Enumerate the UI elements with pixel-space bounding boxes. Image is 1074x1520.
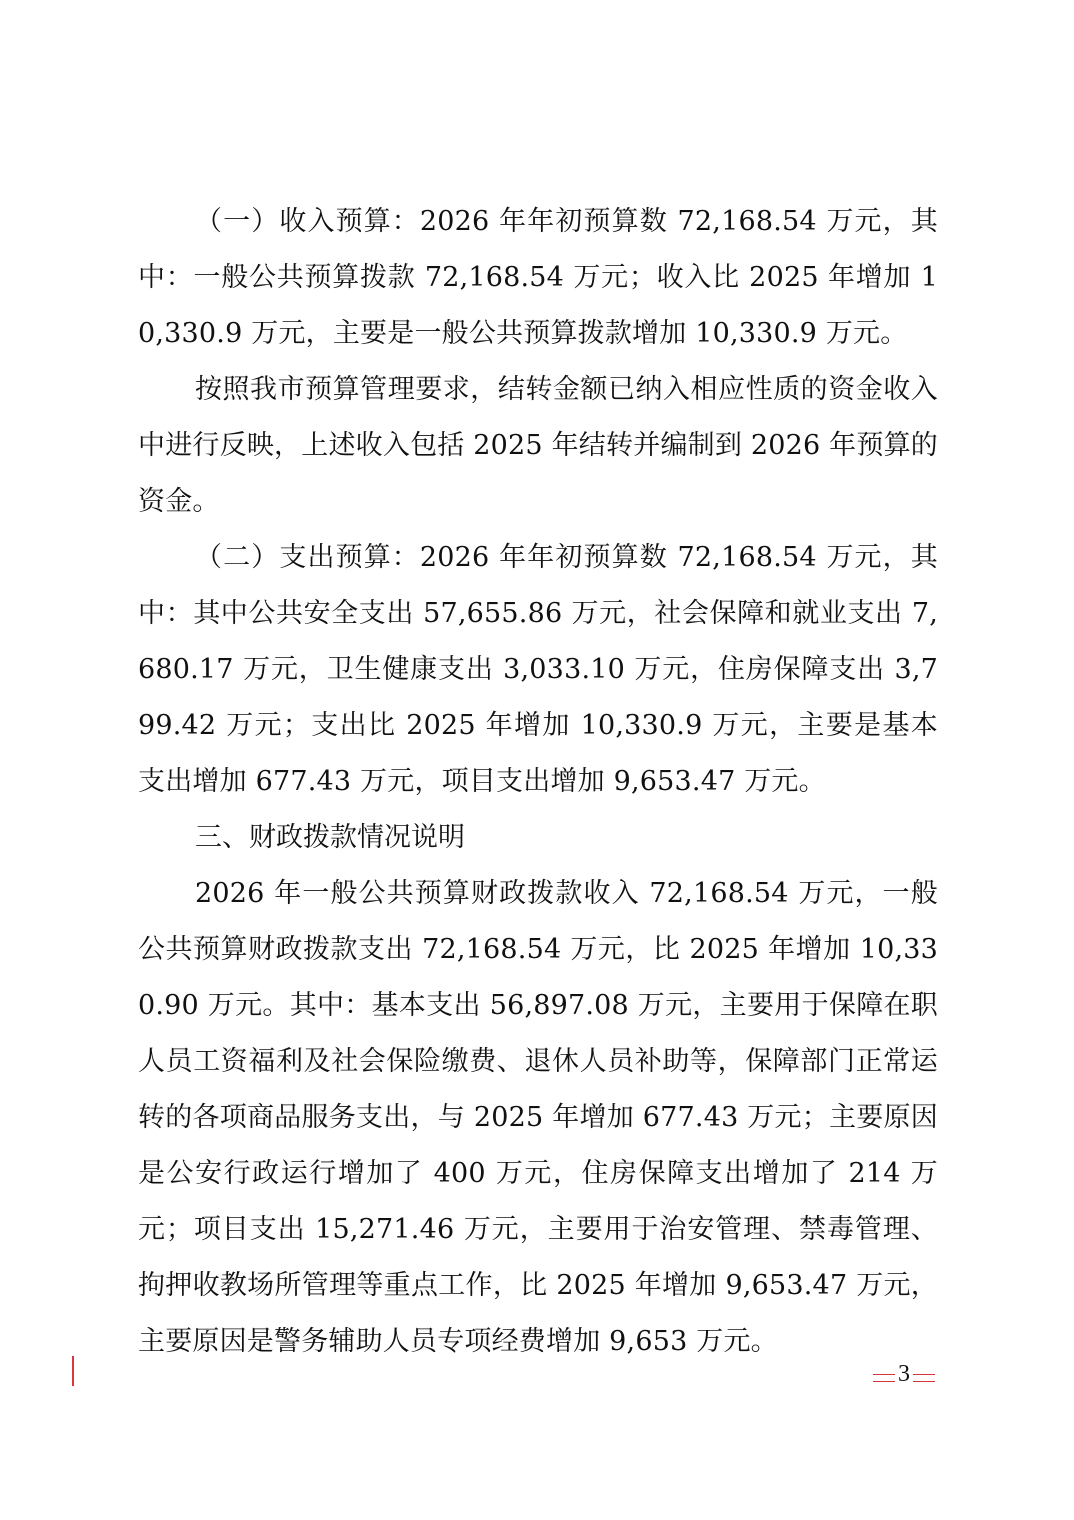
section-heading-fiscal-appropriation: 三、财政拨款情况说明 — [195, 822, 465, 853]
page-number — [873, 1360, 935, 1388]
paragraph-expenditure-budget: （二）支出预算：2026 年年初预算数 72,168.54 万元，其中：其中公共安全支出 57,655.86 万元，社会保障和就业支出 7,680.17 万元，卫生健康支出 3,033.10 万元，住房保障支出 3,799.42 万元；支出比 2025 年增加 10,330.9 万元，主要是基本支出增加 677.43 万元，项目支出增加 9,653.47 万元。 — [138, 542, 938, 797]
page-number-value: 3 — [898, 1360, 910, 1387]
red-margin-mark — [72, 1356, 74, 1386]
page-number-left-dash — [873, 1374, 895, 1382]
paragraph-income-budget: （一）收入预算：2026 年年初预算数 72,168.54 万元，其中：一般公共预算拨款 72,168.54 万元；收入比 2025 年增加 10,330.9 万元，主要是一般公共预算拨款增加 10,330.9 万元。 — [138, 206, 938, 349]
page-number-right-dash — [913, 1374, 935, 1382]
paragraph-carryover-note: 按照我市预算管理要求，结转金额已纳入相应性质的资金收入中进行反映，上述收入包括 2025 年结转并编制到 2026 年预算的资金。 — [138, 374, 938, 517]
document-body — [138, 194, 938, 1370]
paragraph-fiscal-appropriation: 2026 年一般公共预算财政拨款收入 72,168.54 万元，一般公共预算财政拨款支出 72,168.54 万元，比 2025 年增加 10,330.90 万元。其中：基本支出 56,897.08 万元，主要用于保障在职人员工资福利及社会保险缴费、退休人员补助等，保障部门正常运转的各项商品服务支出，与 2025 年增加 677.43 万元；主要原因是公安行政运行增加了 400 万元，住房保障支出增加了 214 万元；项目支出 15,271.46 万元，主要用于治安管理、禁毒管理、拘押收教场所管理等重点工作，比 2025 年增加 9,653.47 万元，主要原因是警务辅助人员专项经费增加 9,653 万元。 — [138, 878, 938, 1357]
